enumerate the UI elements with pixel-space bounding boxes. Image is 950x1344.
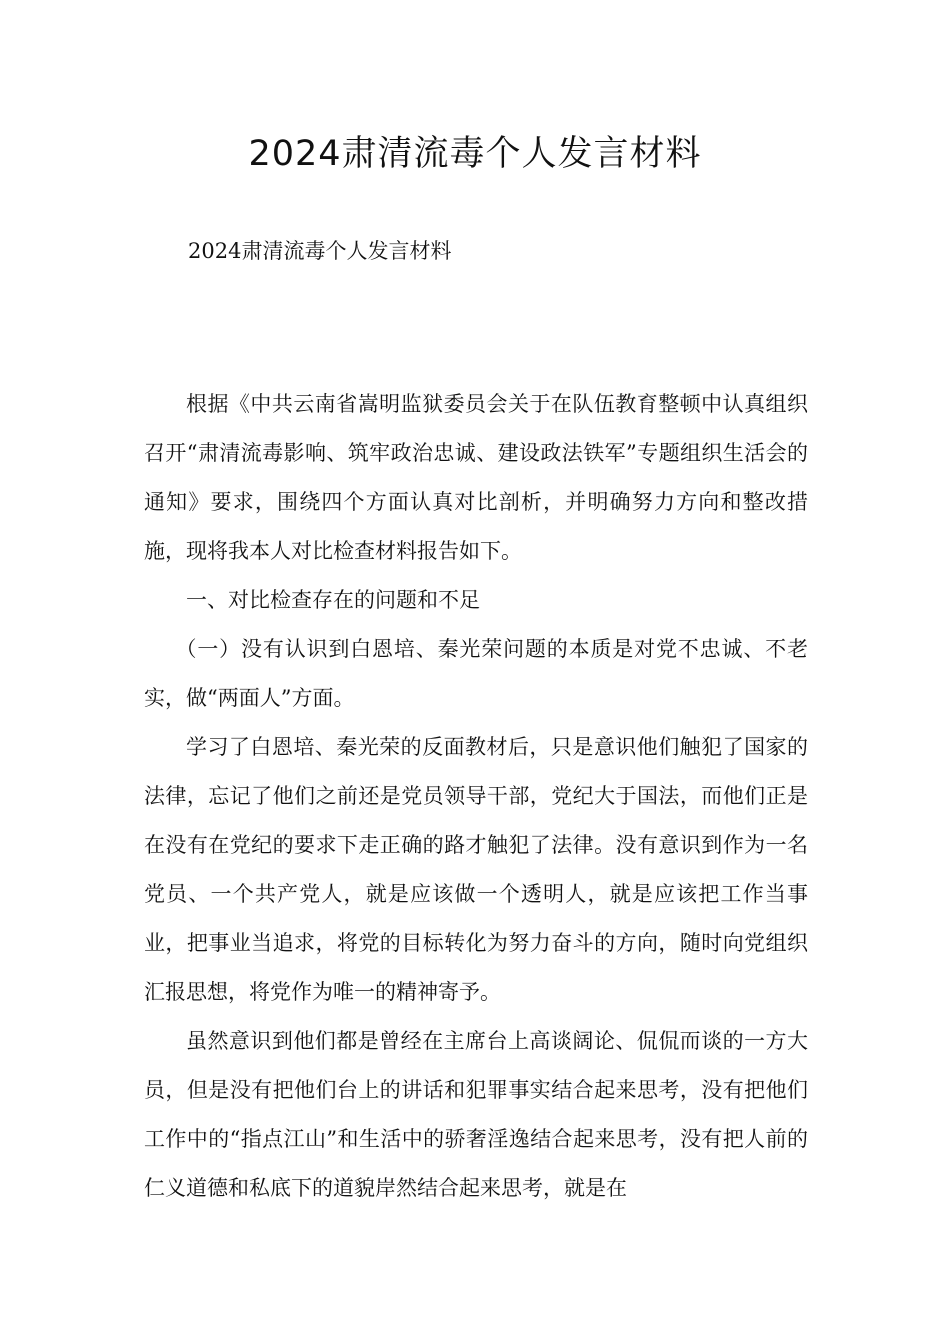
document-body	[144, 380, 808, 1213]
intro-paragraph: 根据《中共云南省嵩明监狱委员会关于在队伍教育整顿中认真组织召开“肃清流毒影响、筑牢政治忠诚、建设政法铁军”专题组织生活会的通知》要求，围绕四个方面认真对比剖析，并明确努力方向和整改措施，现将我本人对比检查材料报告如下。	[144, 392, 808, 563]
document-title: 2024肃清流毒个人发言材料	[248, 134, 702, 174]
subsection-heading: （一）没有认识到白恩培、秦光荣问题的本质是对党不忠诚、不老实，做“两面人”方面。	[144, 637, 808, 710]
section-heading: 一、对比检查存在的问题和不足	[186, 588, 480, 612]
document-subtitle: 2024肃清流毒个人发言材料	[188, 239, 452, 263]
body-paragraph: 学习了白恩培、秦光荣的反面教材后，只是意识他们触犯了国家的法律，忘记了他们之前还是党员领导干部，党纪大于国法，而他们正是在没有在党纪的要求下走正确的路才触犯了法律。没有意识到作为一名党员、一个共产党人，就是应该做一个透明人，就是应该把工作当事业，把事业当追求，将党的目标转化为努力奋斗的方向，随时向党组织汇报思想，将党作为唯一的精神寄予。	[144, 735, 808, 1004]
body-paragraph: 虽然意识到他们都是曾经在主席台上高谈阔论、侃侃而谈的一方大员，但是没有把他们台上的讲话和犯罪事实结合起来思考，没有把他们工作中的“指点江山”和生活中的骄奢淫逸结合起来思考，没有把人前的仁义道德和私底下的道貌岸然结合起来思考，就是在	[144, 1029, 808, 1200]
